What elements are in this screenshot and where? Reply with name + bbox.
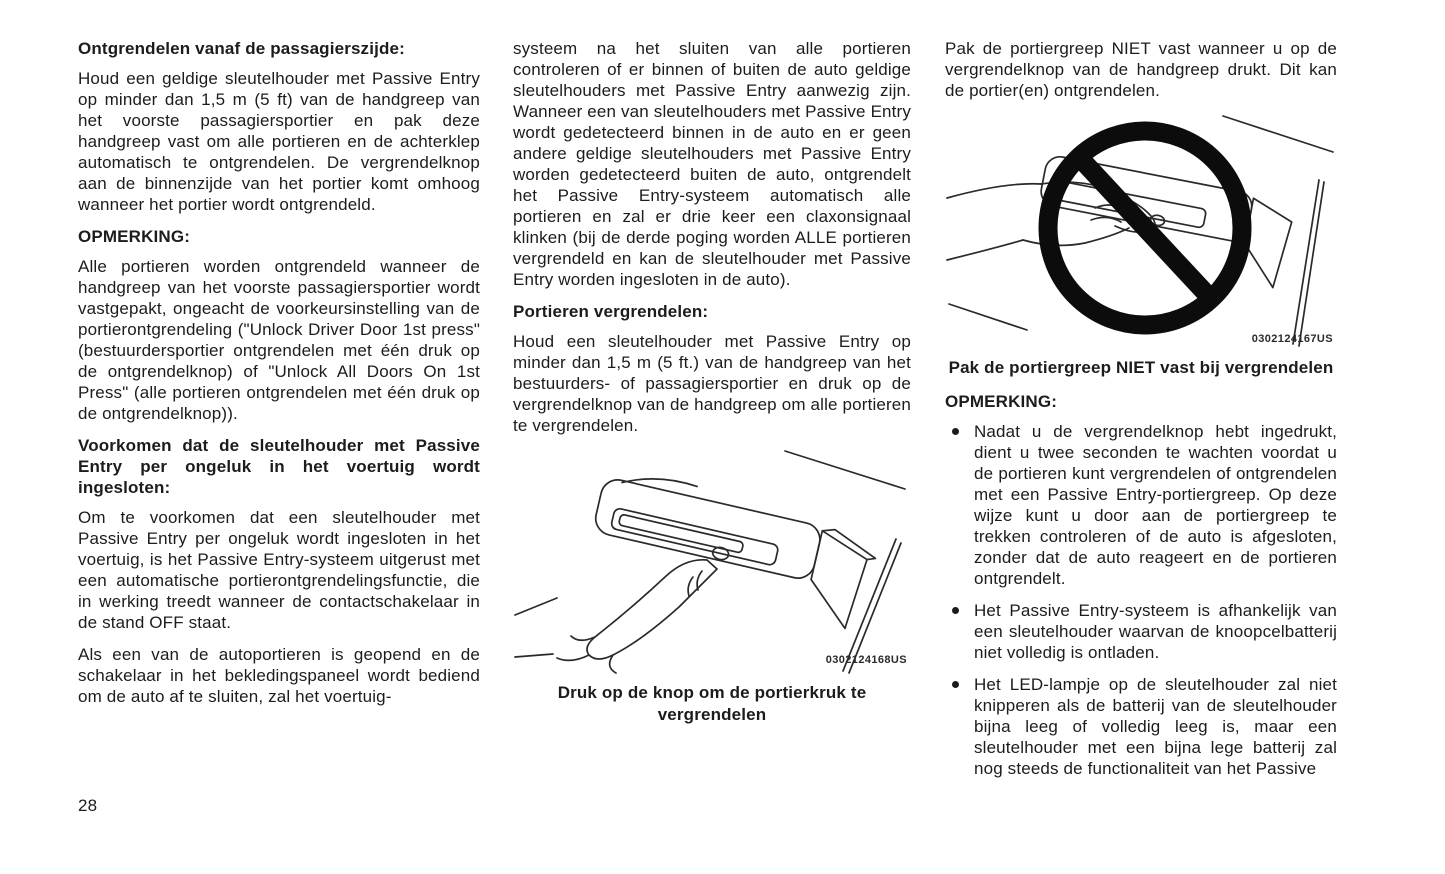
figure-caption-lock: Druk op de knop om de portierkruk te vergrendelen — [557, 683, 867, 724]
heading-lock-doors: Portieren vergrendelen: — [513, 302, 709, 321]
door-handle-lock-illustration — [513, 447, 911, 675]
para-note-left: Alle portieren worden ontgrendeld wanneer de handgreep van het voorste passagiersportier wordt vastgepakt, ongeacht de voorkeursinstelling van de portierontgrendeling ("Unlock Driver Door 1st press" (bestuurdersportier ontgrendelen met één druk op de ontgrendelknop) of "Unlock All Doors On 1st Press" (alle portieren ontgrendelen met één druk op de ontgrendelknop)). — [78, 257, 480, 423]
note-bullet-battery — [945, 600, 1337, 663]
figure-code-lock: 0302124168US — [825, 654, 907, 666]
para-unlock-passenger: Houd een geldige sleutelhouder met Passive Entry op minder dan 1,5 m (5 ft) van de handgreep van het voorste passagiersportier en pak deze handgreep vast om alle portieren en de achterklep automatisch te ontgrendelen. De vergrendelknop aan de binnenzijde van het portier komt omhoog wanneer het portier wordt ontgrendeld. — [78, 69, 480, 214]
door-handle-drawing — [584, 465, 883, 631]
para-continuation: systeem na het sluiten van alle portieren controleren of er binnen of buiten de auto geldige sleutelhouders met Passive Entry aanwezig zijn. Wanneer een van sleutelhouders met Passive Entry wordt gedetecteerd binnen in de auto en er geen andere geldige sleutelhouders met Passive Entry worden gedetecteerd buiten de auto, ontgrendelt het Passive Entry-systeem automatisch alle portieren en zal er drie keer een claxonsignaal klinken (bij de derde poging worden ALLE portieren vergrendeld en kan de sleutelhouder met Passive Entry worden ingesloten in de auto). — [513, 39, 911, 289]
heading-prevent-lockin: Voorkomen dat de sleutelhouder met Passive Entry per ongeluk in het voertuig wordt ingesloten: — [78, 436, 480, 497]
door-seam-top — [1223, 116, 1333, 152]
door-seam-bottom-left — [949, 304, 1027, 330]
bullet-dot-icon — [952, 607, 959, 614]
note-bullet-battery-text: Het Passive Entry-systeem is afhankelijk van een sleutelhouder waarvan de knoopcelbatterij niet volledig is ontladen. — [974, 601, 1337, 662]
bullet-dot-icon — [952, 681, 959, 688]
heading-unlock-passenger-side: Ontgrendelen vanaf de passagierszijde: — [78, 39, 405, 58]
para-lock-doors: Houd een sleutelhouder met Passive Entry op minder dan 1,5 m (5 ft.) van de handgreep van het bestuurders- of passagiersportier en druk op de vergrendelknop van de handgreep om alle portieren te vergrendelen. — [513, 332, 911, 435]
para-prevent-lockin-2: Als een van de autoportieren is geopend en de schakelaar in het bekledingspaneel wordt bediend om de auto af te sluiten, zal het voertuig- — [78, 645, 480, 706]
note-bullet-led — [945, 674, 1337, 779]
heading-note-left: OPMERKING: — [78, 227, 190, 246]
figure-caption-no-grab: Pak de portiergreep NIET vast bij vergrendelen — [948, 358, 1334, 377]
bullet-dot-icon — [952, 428, 959, 435]
pointing-finger-drawing — [515, 560, 717, 673]
para-prevent-lockin-1: Om te voorkomen dat een sleutelhouder met Passive Entry per ongeluk wordt ingesloten in het voertuig, is het Passive Entry-systeem uitgerust met een automatische portierontgrendelingsfunctie, die in werking treedt wanneer de contactschakelaar in de stand OFF staat. — [78, 508, 480, 632]
prohibition-icon — [1048, 131, 1242, 325]
note-bullet-wait-text: Nadat u de vergrendelknop hebt ingedrukt, dient u twee seconden te wachten voordat u de portieren kunt vergrendelen of ontgrendelen met een Passive Entry-portiergreep. Op deze wijze kunt u door aan de portiergreep te trekken controleren of de auto is afgesloten, zonder dat de auto reageert en de portieren ontgrendelt. — [974, 422, 1337, 588]
figure-lock-button-press — [513, 447, 911, 726]
note-bullet-wait — [945, 421, 1337, 589]
heading-note-right: OPMERKING: — [945, 392, 1057, 411]
figure-no-grab — [945, 112, 1337, 379]
door-seam-top — [785, 451, 905, 489]
column-right — [945, 38, 1337, 790]
para-do-not-grab: Pak de portiergreep NIET vast wanneer u op de vergrendelknop van de handgreep drukt. Dit kan de portier(en) ontgrendelen. — [945, 39, 1337, 100]
page-number: 28 — [78, 796, 98, 815]
door-seam-right — [1293, 180, 1324, 346]
figure-code-no-grab: 0302124167US — [1251, 333, 1333, 345]
column-left — [78, 38, 480, 718]
column-middle — [513, 38, 911, 738]
no-grab-handle-illustration — [945, 112, 1337, 350]
press-motion-marks — [688, 571, 702, 596]
note-bullet-led-text: Het LED-lampje op de sleutelhouder zal niet knipperen als de batterij van de sleutelhouder bijna leeg of volledig leeg is, maar een sleutelhouder met een bijna lege batterij zal nog steeds de functionaliteit van het Passive — [974, 675, 1337, 778]
